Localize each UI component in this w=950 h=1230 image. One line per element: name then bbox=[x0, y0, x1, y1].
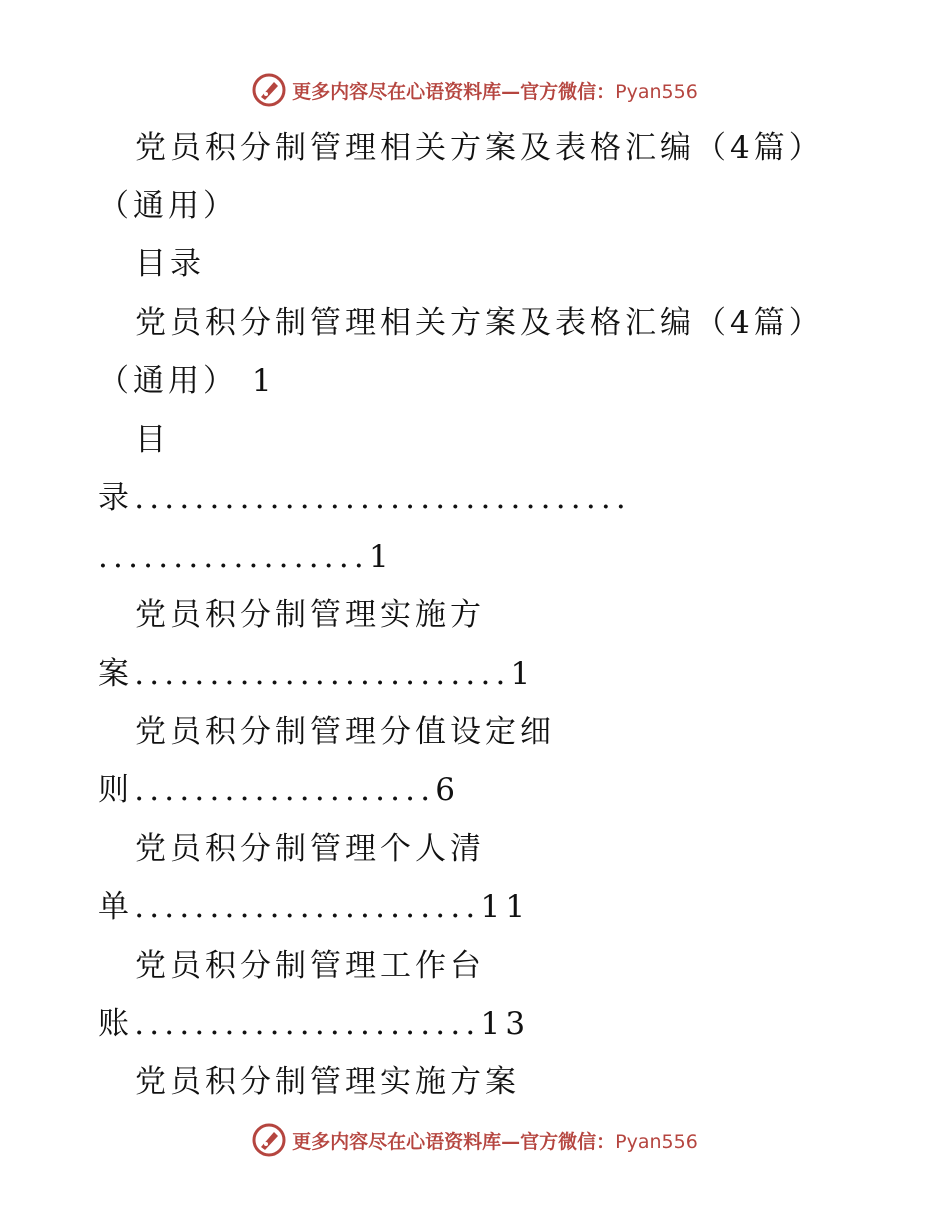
toc-entry-4-page: 账.......................13 bbox=[98, 1006, 531, 1042]
toc-entry-title: 党员积分制管理相关方案及表格汇编（4篇） bbox=[135, 305, 824, 341]
toc-entry-4: 党员积分制管理工作台 bbox=[135, 948, 485, 984]
doc-title: 党员积分制管理相关方案及表格汇编（4篇） bbox=[135, 130, 824, 166]
footer-watermark-banner bbox=[0, 1122, 950, 1158]
toc-entry-3: 党员积分制管理个人清 bbox=[135, 831, 485, 867]
toc-entry-mulu-leader: 录................................. bbox=[98, 480, 631, 516]
toc-entry-1-page: 案.........................1 bbox=[98, 656, 536, 692]
toc-entry-title-cont: （通用） 1 bbox=[98, 363, 276, 399]
pen-logo-icon bbox=[252, 1123, 286, 1157]
toc-entry-1: 党员积分制管理实施方 bbox=[135, 597, 485, 633]
toc-heading: 目录 bbox=[135, 246, 205, 282]
footer-banner-text: 更多内容尽在心语资料库—官方微信：Pyan556 bbox=[292, 1130, 698, 1153]
toc-entry-mulu: 目 bbox=[135, 422, 170, 458]
toc-entry-2: 党员积分制管理分值设定细 bbox=[135, 714, 555, 750]
toc-entry-mulu-page: ..................1 bbox=[98, 539, 394, 575]
toc-entry-2-page: 则....................6 bbox=[98, 772, 461, 808]
section-heading: 党员积分制管理实施方案 bbox=[135, 1064, 520, 1100]
wechat-id: Pyan556 bbox=[615, 80, 698, 103]
wechat-id: Pyan556 bbox=[615, 1130, 698, 1153]
doc-title-cont: （通用） bbox=[98, 188, 238, 224]
toc-entry-3-page: 单.......................11 bbox=[98, 889, 531, 925]
header-banner-text: 更多内容尽在心语资料库—官方微信：Pyan556 bbox=[292, 80, 698, 103]
